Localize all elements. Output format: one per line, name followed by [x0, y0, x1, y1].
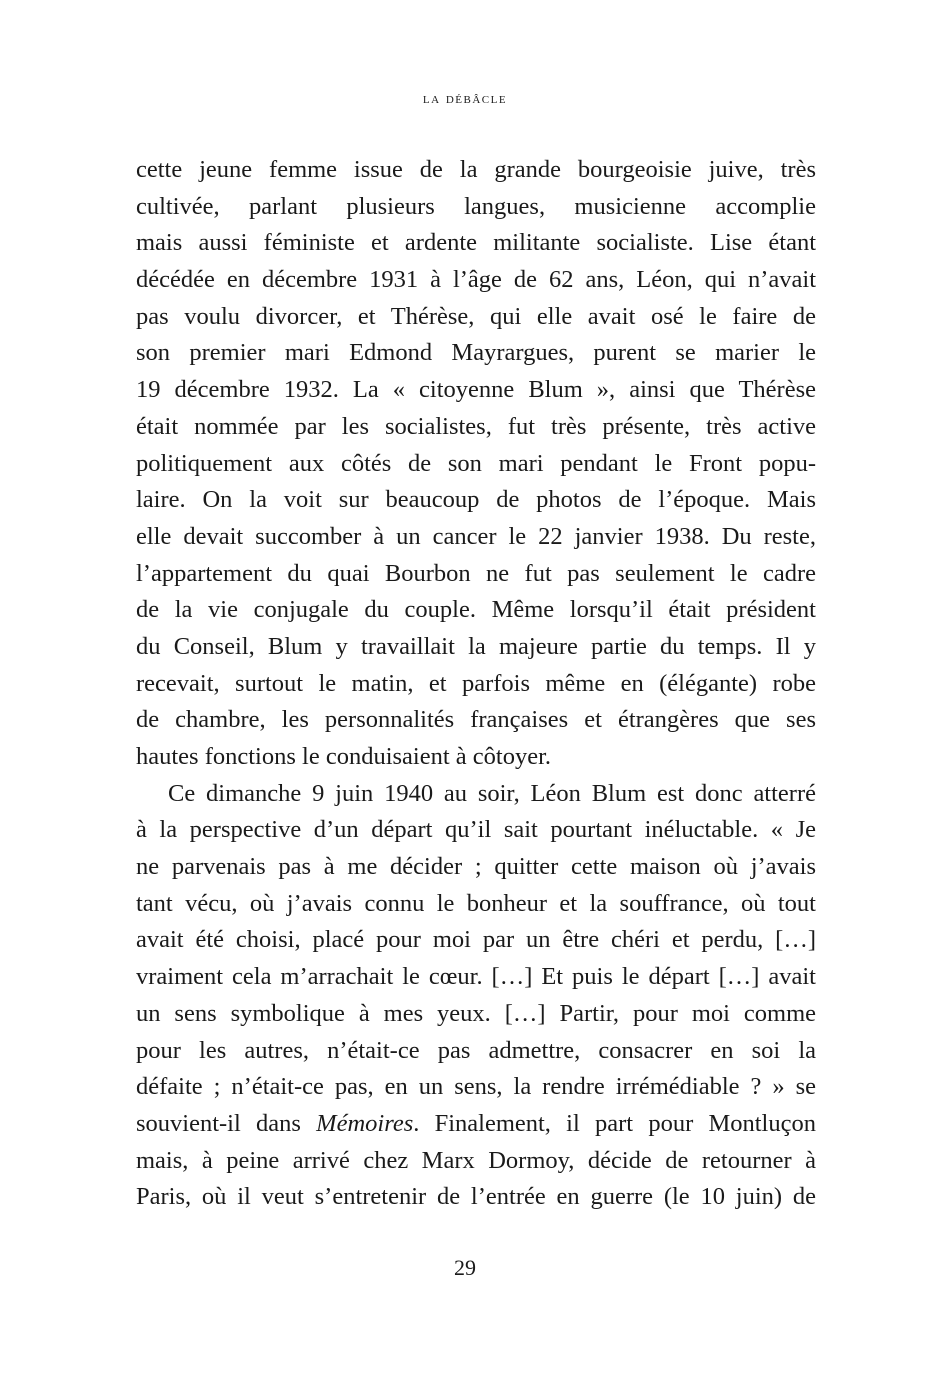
text-line: cette jeune femme issue de la grande bourgeoisie juive, très	[136, 156, 816, 183]
text-line: pas voulu divorcer, et Thérèse, qui elle avait osé le faire de	[136, 302, 816, 330]
text-line: de chambre, les personnalités françaises et étrangères que ses	[136, 706, 816, 734]
text-line: un sens symbolique à mes yeux. […] Partir, pour moi comme	[136, 999, 816, 1027]
paragraph	[136, 152, 816, 776]
text-line: du Conseil, Blum y travaillait la majeure partie du temps. Il y	[136, 632, 816, 660]
paragraph	[136, 776, 816, 1216]
page-number: 29	[454, 1255, 476, 1280]
text-line: défaite ; n’était-ce pas, en un sens, la rendre irrémédiable ? » se	[136, 1073, 816, 1101]
body-text	[136, 152, 816, 1216]
text-line: tant vécu, où j’avais connu le bonheur et la souffrance, où tout	[136, 889, 816, 917]
text-line: mais aussi féministe et ardente militante socialiste. Lise étant	[136, 229, 816, 257]
text-line	[136, 1106, 816, 1143]
running-head: la débâcle	[422, 91, 508, 107]
text-line: ne parvenais pas à me décider ; quitter cette maison où j’avais	[136, 853, 816, 881]
text-line: 19 décembre 1932. La « citoyenne Blum », ainsi que Thérèse	[136, 376, 816, 404]
text-line: de la vie conjugale du couple. Même lorsqu’il était président	[136, 596, 816, 624]
text-line: cultivée, parlant plusieurs langues, musicienne accomplie	[136, 192, 816, 220]
text-line: Paris, où il veut s’entretenir de l’entrée en guerre (le 10 juin) de	[136, 1183, 816, 1211]
text-line: était nommée par les socialistes, fut très présente, très active	[136, 412, 816, 440]
text-run: . Finalement, il part pour Montluçon	[413, 1109, 816, 1137]
text-line: laire. On la voit sur beaucoup de photos de l’époque. Mais	[136, 486, 816, 514]
text-run: souvient-il dans	[136, 1109, 317, 1137]
text-line: à la perspective d’un départ qu’il sait pourtant inéluctable. « Je	[136, 816, 816, 844]
text-line: pour les autres, n’était-ce pas admettre, consacrer en soi la	[136, 1036, 816, 1064]
text-line: mais, à peine arrivé chez Marx Dormoy, décide de retourner à	[136, 1146, 816, 1174]
text-line: elle devait succomber à un cancer le 22 janvier 1938. Du reste,	[136, 522, 816, 550]
text-line: l’appartement du quai Bourbon ne fut pas seulement le cadre	[136, 559, 816, 587]
text-line: vraiment cela m’arrachait le cœur. […] Et puis le départ […] avait	[136, 963, 816, 991]
text-line: décédée en décembre 1931 à l’âge de 62 ans, Léon, qui n’avait	[136, 266, 816, 294]
text-line: hautes fonctions le conduisaient à côtoyer.	[136, 743, 552, 770]
text-line: recevait, surtout le matin, et parfois même en (élégante) robe	[136, 669, 816, 697]
text-line: avait été choisi, placé pour moi par un être chéri et perdu, […]	[136, 926, 816, 954]
text-line: politiquement aux côtés de son mari pendant le Front popu-	[136, 449, 816, 477]
text-line: Ce dimanche 9 juin 1940 au soir, Léon Blum est donc atterré	[168, 779, 816, 807]
text-line: son premier mari Edmond Mayrargues, purent se marier le	[136, 339, 816, 367]
book-title: Mémoires	[316, 1109, 414, 1137]
